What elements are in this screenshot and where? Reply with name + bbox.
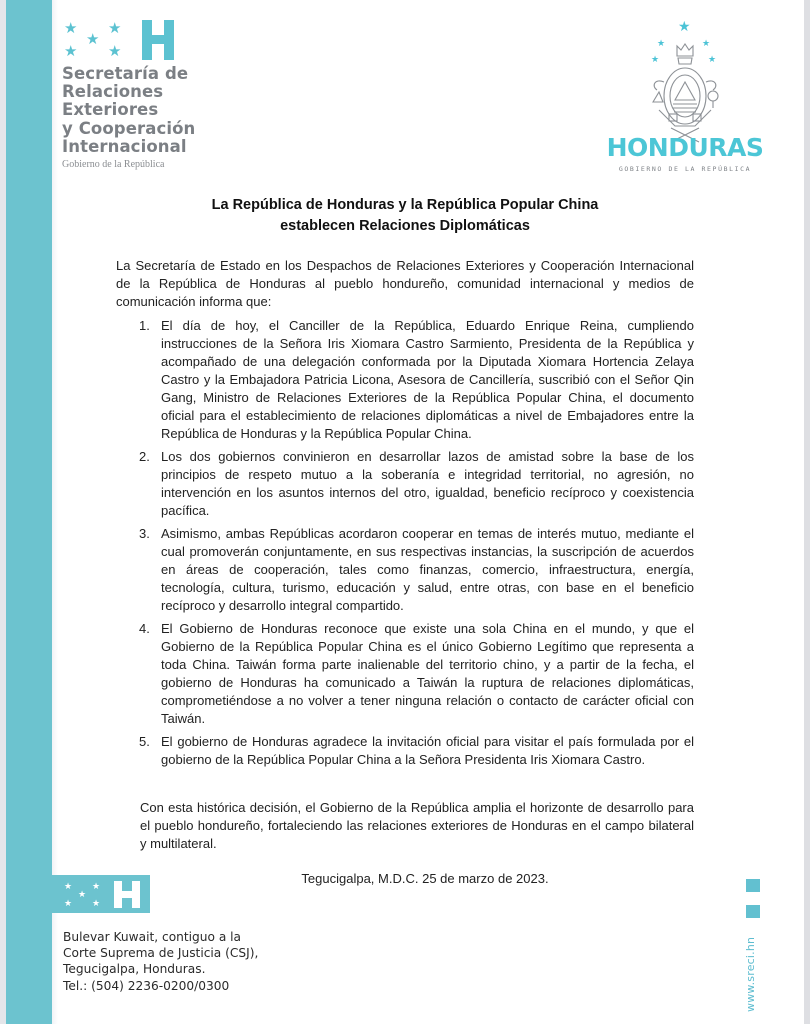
title-line-1: La República de Honduras y la República Popular China xyxy=(211,197,599,213)
logo-line: Internacional xyxy=(62,136,187,156)
footer-address xyxy=(63,929,258,994)
logo-line: y Cooperación xyxy=(62,118,196,138)
star-icon: ★ xyxy=(92,881,101,891)
secretaria-name xyxy=(62,65,262,156)
phone-line: Tel.: (504) 2236-0200/0300 xyxy=(63,978,230,993)
list-item xyxy=(116,620,694,728)
item-number: 3. xyxy=(139,526,150,541)
item-number: 1. xyxy=(139,318,150,333)
numbered-list xyxy=(116,317,694,769)
gobierno-subtitle: Gobierno de la República xyxy=(62,159,165,170)
star-icon: ★ xyxy=(64,898,73,908)
band-shadow xyxy=(52,0,58,1024)
logo-line: Exteriores xyxy=(62,100,159,120)
item-text: Los dos gobiernos convinieron en desarrollar lazos de amistad sobre la base de los principios de respeto mutuo a la soberanía e integridad territorial, no agresión, no intervención en los asuntos internos del otro, igualdad, beneficio recíproco y coexistencia pacífica. xyxy=(161,449,694,518)
item-number: 5. xyxy=(139,734,150,749)
list-item xyxy=(116,525,694,615)
square-decoration-icon xyxy=(746,879,760,892)
page-right-edge xyxy=(804,0,810,1024)
list-item xyxy=(116,317,694,443)
item-text: El día de hoy, el Canciller de la República, Eduardo Enrique Reina, cumpliendo instrucciones de la Señora Iris Xiomara Castro Sarmiento, Presidenta de la República y acompañado de una delegación conformada por la Diputada Xiomara Hortencia Zelaya Castro y la Embajadora Patricia Licona, Asesora de Cancillería, suscribió con el Señor Qin Gang, Ministro de Relaciones Exteriores de la República Popular China, el documento oficial para el establecimiento de relaciones diplomáticas a nivel de Embajadores entre la República de Honduras y la República Popular China. xyxy=(161,318,694,441)
item-number: 2. xyxy=(139,449,150,464)
closing-paragraph: Con esta histórica decisión, el Gobierno de la República amplia el horizonte de desarrollo para el pueblo hondureño, fortaleciendo las relaciones exteriores de Honduras en el campo bilateral y multilateral. xyxy=(140,800,694,851)
five-stars-icon: ★ ★ ★ ★ ★ xyxy=(64,20,122,60)
website-link[interactable]: www.sreci.hn xyxy=(744,936,757,1012)
document-title xyxy=(100,195,710,237)
list-item xyxy=(116,448,694,520)
teal-side-band xyxy=(6,0,52,1024)
address-line: Tegucigalpa, Honduras. xyxy=(63,962,206,977)
footer-logo-block xyxy=(52,875,150,913)
dateline: Tegucigalpa, M.D.C. 25 de marzo de 2023. xyxy=(301,871,549,886)
item-number: 4. xyxy=(139,621,150,636)
item-text: El gobierno de Honduras agradece la invitación oficial para visitar el país formulada por el gobierno de la República Popular China a la Señora Presidenta Iris Xiomara Castro. xyxy=(161,734,694,767)
honduras-logo: ★ ★ ★ ★ ★ HONDURAS GOBIERNO DE LA REPÚBLICA xyxy=(600,18,770,178)
document-body xyxy=(116,257,694,853)
square-decoration-icon xyxy=(746,905,760,918)
intro-paragraph: La Secretaría de Estado en los Despachos de Relaciones Exteriores y Cooperación Internacional de la República de Honduras al pueblo hondureño, comunidad internacional y medios de comunicación informa que: xyxy=(116,258,694,309)
h-letter-icon xyxy=(142,20,174,60)
star-icon: ★ xyxy=(64,881,73,891)
gobierno-republica-subtitle: GOBIERNO DE LA REPÚBLICA xyxy=(618,165,752,173)
item-text: El Gobierno de Honduras reconoce que existe una sola China en el mundo, y que el Gobierno de la República Popular China es el único Gobierno Legítimo que representa a toda China. Taiwán forma parte inalienable del territorio chino, y a partir de la fecha, el gobierno de Honduras ha comunicado a Taiwán la ruptura de relaciones diplomáticas, comprometiéndose a no volver a tener ninguna relación o contacto de carácter oficial con Taiwán. xyxy=(161,621,694,726)
address-line: Bulevar Kuwait, contiguo a la xyxy=(63,930,242,944)
address-line: Corte Suprema de Justicia (CSJ), xyxy=(63,946,259,961)
logo-line: Relaciones xyxy=(62,82,164,102)
star-icon: ★ xyxy=(92,898,101,908)
title-line-2: establecen Relaciones Diplomáticas xyxy=(280,218,530,234)
star-icon: ★ xyxy=(78,889,87,899)
coat-of-arms-icon xyxy=(645,34,725,146)
item-text: Asimismo, ambas Repúblicas acordaron cooperar en temas de interés mutuo, mediante el cual promoverán conjuntamente, en sus respectivas instancias, la suscripción de acuerdos en áreas de cooperación, tales como finanzas, comercio, infraestructura, energía, tecnología, cultura, turismo, educación y salud, entre otras, con base en el beneficio recíproco y desarrollo integral compartido. xyxy=(161,526,694,613)
logo-line: Secretaría de xyxy=(62,64,189,83)
list-item xyxy=(116,733,694,769)
h-letter-icon xyxy=(114,881,140,908)
honduras-wordmark: HONDURAS xyxy=(606,133,764,162)
